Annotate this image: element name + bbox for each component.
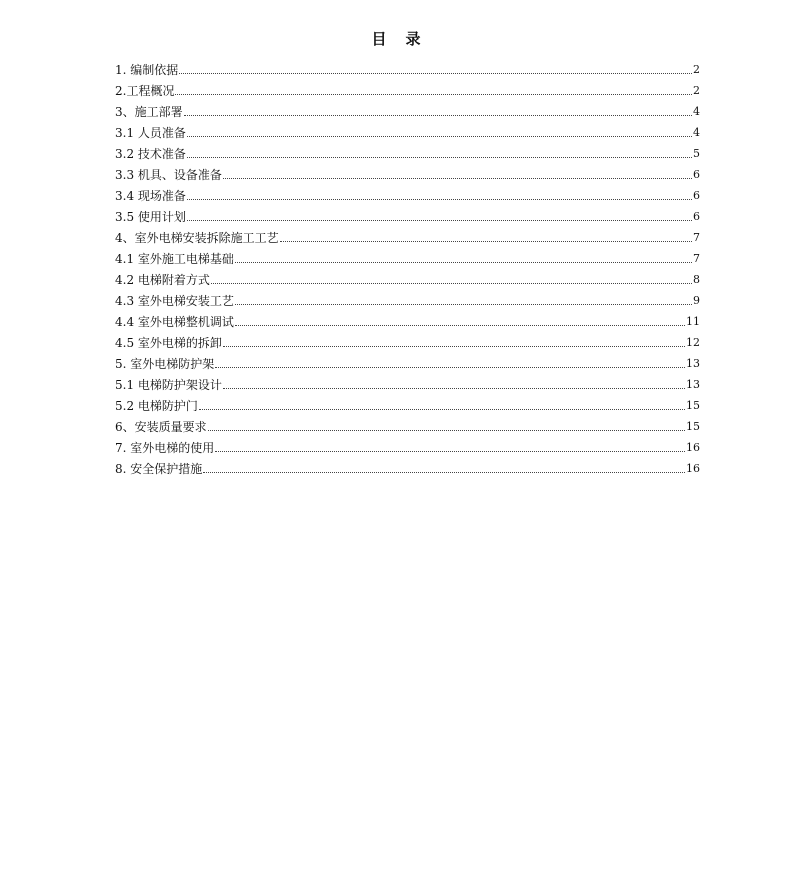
- toc-leader-dots: [187, 136, 692, 137]
- toc-entry-page: 9: [693, 294, 700, 307]
- toc-entry-label: 3.5 使用计划: [115, 210, 186, 224]
- toc-entry[interactable]: [115, 203, 700, 224]
- toc-leader-dots: [203, 472, 685, 473]
- toc-entry[interactable]: [115, 77, 700, 98]
- toc-entry-label: 3、施工部署: [115, 105, 183, 119]
- toc-leader-dots: [208, 430, 685, 431]
- toc-entry-label: 3.4 现场准备: [115, 189, 186, 203]
- toc-entry-page: 7: [693, 252, 700, 265]
- toc-entry-page: 4: [693, 105, 700, 118]
- toc-entry-page: 12: [686, 336, 700, 349]
- toc-entry-page: 4: [693, 126, 700, 139]
- toc-entry[interactable]: [115, 434, 700, 455]
- toc-entry[interactable]: [115, 455, 700, 476]
- toc-leader-dots: [223, 178, 692, 179]
- toc-entry-label: 2.工程概况: [115, 84, 175, 98]
- toc-entry-label: 4.3 室外电梯安装工艺: [115, 294, 234, 308]
- toc-entry-label: 6、安装质量要求: [115, 420, 207, 434]
- toc-leader-dots: [187, 199, 692, 200]
- toc-leader-dots: [187, 220, 692, 221]
- toc-entry-label: 5.1 电梯防护架设计: [115, 378, 222, 392]
- toc-entry[interactable]: [115, 161, 700, 182]
- toc-leader-dots: [179, 73, 692, 74]
- toc-leader-dots: [211, 283, 692, 284]
- toc-entry-label: 4.5 室外电梯的拆卸: [115, 336, 222, 350]
- toc-title: 目 录: [371, 30, 423, 48]
- toc-leader-dots: [235, 304, 692, 305]
- toc-entry-page: 2: [693, 63, 700, 76]
- toc-entry[interactable]: [115, 392, 700, 413]
- toc-entry[interactable]: [115, 266, 700, 287]
- toc-entry-page: 15: [686, 399, 700, 412]
- toc-entry[interactable]: [115, 224, 700, 245]
- toc-entry-label: 4、室外电梯安装拆除施工工艺: [115, 231, 279, 245]
- toc-entry[interactable]: [115, 98, 700, 119]
- toc-entry-page: 6: [693, 189, 700, 202]
- toc-entry[interactable]: [115, 350, 700, 371]
- toc-leader-dots: [223, 388, 685, 389]
- toc-leader-dots: [175, 94, 692, 95]
- toc-entry[interactable]: [115, 371, 700, 392]
- toc-entry[interactable]: [115, 245, 700, 266]
- toc-entry-label: 4.1 室外施工电梯基础: [115, 252, 234, 266]
- toc-entry[interactable]: [115, 182, 700, 203]
- toc-entry-label: 4.4 室外电梯整机调试: [115, 315, 234, 329]
- toc-entry-page: 13: [686, 378, 700, 391]
- toc-entry-page: 6: [693, 168, 700, 181]
- toc-entry-label: 5.2 电梯防护门: [115, 399, 198, 413]
- toc-entry-label: 8. 安全保护措施: [115, 462, 203, 476]
- toc-leader-dots: [235, 325, 685, 326]
- toc-entry[interactable]: [115, 140, 700, 161]
- toc-entry[interactable]: [115, 308, 700, 329]
- toc-entry-label: 5. 室外电梯防护架: [115, 357, 215, 371]
- toc-entry[interactable]: [115, 56, 700, 77]
- toc-entry-page: 11: [686, 315, 700, 328]
- toc-entry-label: 4.2 电梯附着方式: [115, 273, 210, 287]
- toc-entry-page: 7: [693, 231, 700, 244]
- toc-entry-page: 16: [686, 441, 700, 454]
- toc-leader-dots: [184, 115, 692, 116]
- toc-entry-label: 3.3 机具、设备准备: [115, 168, 222, 182]
- toc-entry[interactable]: [115, 413, 700, 434]
- toc-entry-label: 7. 室外电梯的使用: [115, 441, 215, 455]
- toc-leader-dots: [199, 409, 685, 410]
- toc-entry-label: 3.2 技术准备: [115, 147, 186, 161]
- toc-entry-page: 5: [693, 147, 700, 160]
- toc-entry[interactable]: [115, 287, 700, 308]
- toc-entry[interactable]: [115, 329, 700, 350]
- toc-entry-page: 6: [693, 210, 700, 223]
- toc-list: [115, 56, 700, 476]
- toc-entry-page: 16: [686, 462, 700, 475]
- toc-entry-page: 13: [686, 357, 700, 370]
- toc-leader-dots: [215, 451, 685, 452]
- toc-leader-dots: [235, 262, 692, 263]
- toc-entry-page: 15: [686, 420, 700, 433]
- toc-entry-page: 8: [693, 273, 700, 286]
- toc-entry-label: 3.1 人员准备: [115, 126, 186, 140]
- toc-leader-dots: [187, 157, 692, 158]
- toc-entry-label: 1. 编制依据: [115, 63, 179, 77]
- toc-entry[interactable]: [115, 119, 700, 140]
- toc-leader-dots: [223, 346, 685, 347]
- toc-entry-page: 2: [693, 84, 700, 97]
- toc-leader-dots: [215, 367, 685, 368]
- toc-leader-dots: [280, 241, 692, 242]
